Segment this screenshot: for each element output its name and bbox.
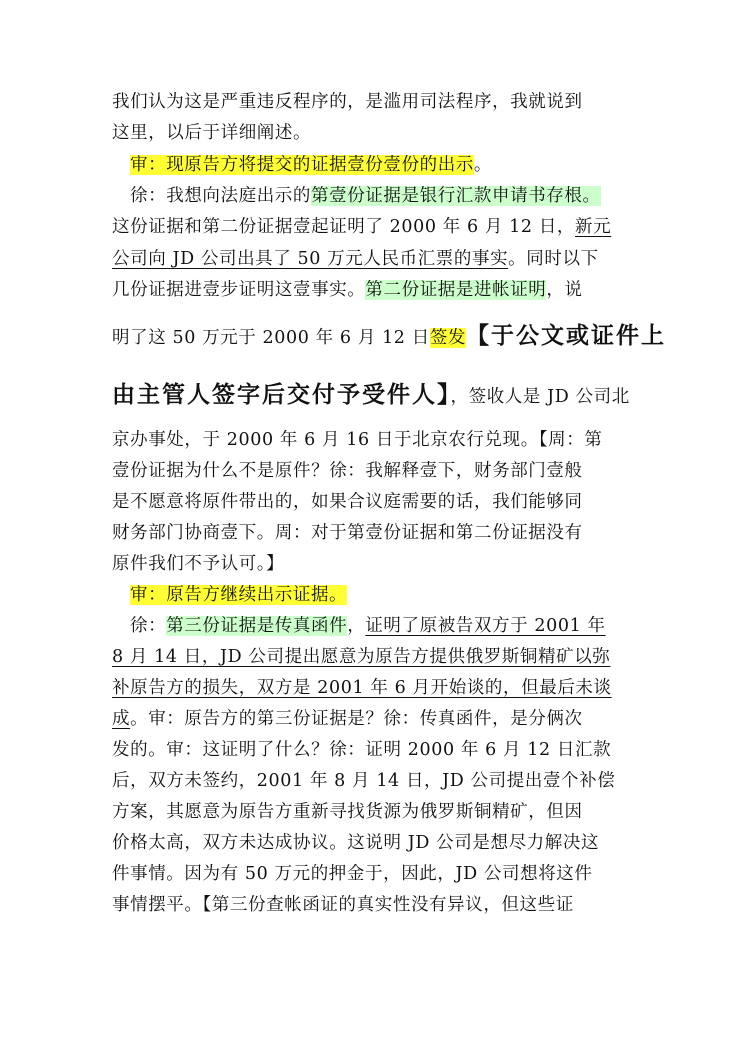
text-segment: 是不愿意将原件带出的，如果合议庭需要的话，我们能够同: [112, 492, 583, 512]
underlined-text: 补原告方的损失，双方是 2001 年 6 月开始谈的，但最后未谈: [112, 678, 612, 698]
text-segment: ，签收人是 JD 公司北: [450, 387, 630, 407]
text-segment: 方案，其愿意为原告方重新寻找货源为俄罗斯铜精矿，但因: [112, 802, 583, 822]
text-line: [112, 215, 611, 239]
text-segment: 。同时以下: [508, 249, 599, 269]
text-line: [112, 769, 615, 793]
text-line: [112, 459, 583, 483]
text-line: [112, 893, 574, 917]
highlighted-text: 第壹份证据是银行汇款申请书存根。: [311, 186, 601, 206]
text-line: [130, 614, 606, 638]
text-segment: 后，双方未签约，2001 年 8 月 14 日，JD 公司提出壹个补偿: [112, 771, 616, 791]
text-segment: ，: [347, 616, 366, 636]
text-line: [112, 380, 630, 412]
highlighted-text: 审：现原告方将提交的证据壹份壹份的出示: [130, 155, 474, 175]
text-line: [112, 645, 610, 669]
text-line: [112, 831, 599, 855]
text-line: [112, 247, 599, 271]
text-segment: 发的。审：这证明了什么？徐：证明 2000 年 6 月 12 日汇款: [112, 740, 612, 760]
text-segment: 财务部门协商壹下。周：对于第壹份证据和第二份证据没有: [112, 523, 583, 543]
text-line: [112, 121, 311, 145]
text-segment: 价格太高，双方未达成协议。这说明 JD 公司是想尽力解决这: [112, 833, 600, 853]
underlined-text: 公司向 JD 公司出具了 50 万元人民币汇票的事实: [112, 249, 509, 269]
text-segment: 徐：: [130, 616, 167, 636]
text-segment: 明了这 50 万元于 2000 年 6 月 12 日: [112, 328, 430, 348]
highlighted-text: 审：原告方继续出示证据。: [130, 585, 348, 605]
text-line: [112, 707, 583, 731]
text-line: [112, 800, 583, 824]
underlined-text: 成: [112, 709, 131, 729]
text-line: [112, 321, 666, 353]
text-line: [112, 278, 583, 302]
text-segment: 事情摆平。【第三份查帐函证的真实性没有异议，但这些证: [112, 895, 574, 915]
text-segment: 我们认为这是严重违反程序的，是滥用司法程序，我就说到: [112, 92, 583, 112]
text-line: [130, 153, 492, 177]
text-segment: 。审：原告方的第三份证据是？徐：传真函件，是分俩次: [130, 709, 583, 729]
text-line: [130, 583, 347, 607]
text-line: [112, 521, 583, 545]
text-segment: 。: [473, 155, 493, 175]
text-segment: 京办事处，于 2000 年 6 月 16 日于北京农行兑现。【周：第: [112, 430, 603, 450]
highlighted-text: 签发: [429, 328, 467, 348]
text-segment: 几份证据进壹步证明这壹事实。: [112, 280, 366, 300]
text-line: [112, 552, 284, 576]
text-segment: 徐：我想向法庭出示的: [130, 186, 311, 206]
text-line: [112, 490, 583, 514]
text-line: [130, 184, 601, 208]
text-line: [112, 90, 583, 114]
bold-annotation: 由主管人签字后交付予受件人】: [112, 382, 451, 408]
text-segment: 这份证据和第二份证据壹起证明了 2000 年 6 月 12 日，: [112, 217, 576, 237]
text-line: [112, 676, 612, 700]
text-segment: ，说: [546, 280, 583, 300]
underlined-text: 8 月 14 日，JD 公司提出愿意为原告方提供俄罗斯铜精矿以弥: [112, 647, 611, 667]
text-segment: 这里，以后于详细阐述。: [112, 123, 312, 143]
text-line: [112, 738, 611, 762]
underlined-text: 新元: [575, 217, 612, 237]
text-line: [112, 428, 602, 452]
bold-annotation: 【于公文或证件上: [466, 323, 667, 349]
underlined-text: 证明了原被告双方于 2001 年: [365, 616, 606, 636]
text-line: [112, 862, 593, 886]
text-segment: 壹份证据为什么不是原件？徐：我解释壹下，财务部门壹般: [112, 461, 583, 481]
highlighted-text: 第三份证据是传真函件: [166, 616, 348, 636]
highlighted-text: 第二份证据是进帐证明: [365, 280, 547, 300]
text-segment: 原件我们不予认可。】: [112, 554, 285, 574]
text-segment: 件事情。因为有 50 万元的押金于，因此，JD 公司想将这件: [112, 864, 593, 884]
